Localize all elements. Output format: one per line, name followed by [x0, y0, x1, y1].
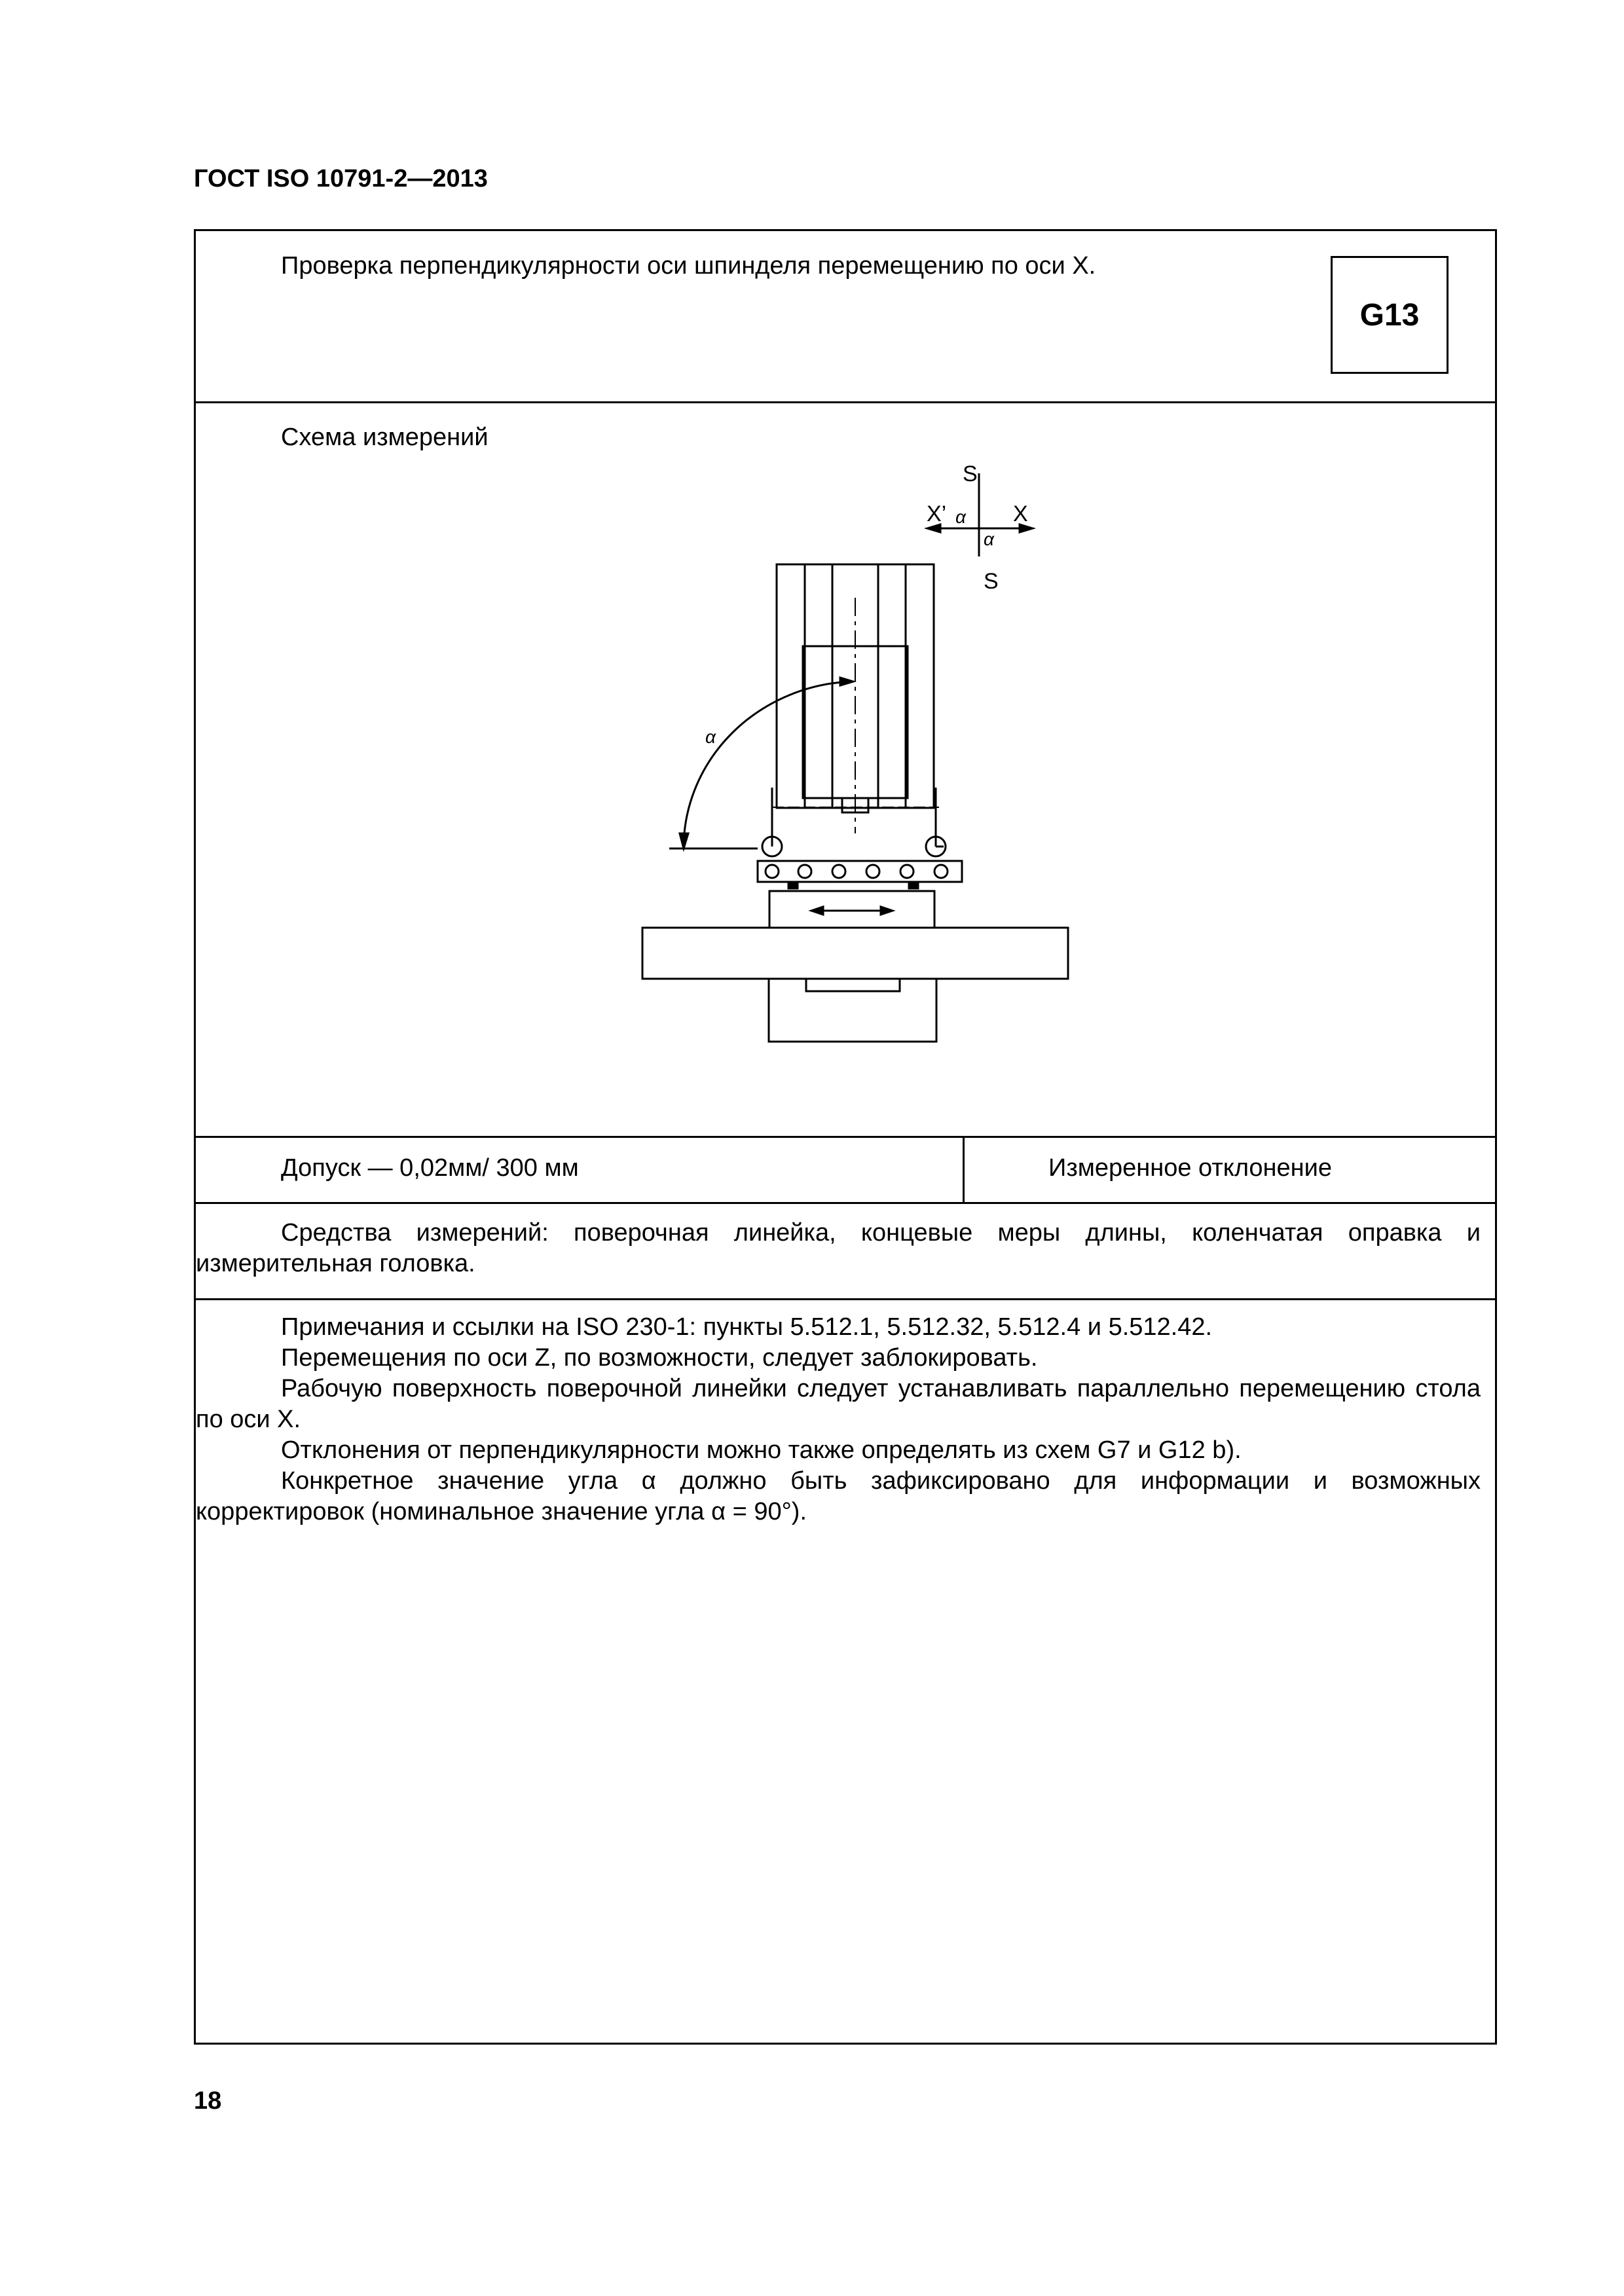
diagram-section-label: Схема измерений: [281, 424, 489, 451]
machine-base: [769, 979, 936, 1042]
row-divider: [196, 1136, 1495, 1138]
tolerance-label: Допуск — 0,02мм/ 300 мм: [281, 1154, 579, 1182]
note-item: Примечания и ссылки на ISO 230-1: пункты 5.512.1, 5.512.32, 5.512.4 и 5.512.42.: [281, 1313, 1213, 1341]
note-item: Отклонения от перпендикулярности можно также определять из схем G7 и G12 b).: [281, 1436, 1242, 1464]
test-title: Проверка перпендикулярности оси шпинделя перемещению по оси X.: [281, 252, 1096, 280]
measurement-diagram: [196, 428, 1495, 1082]
straightedge: [758, 861, 962, 882]
row-divider: [196, 401, 1495, 403]
test-code: G13: [1359, 297, 1420, 333]
row-divider: [196, 1202, 1495, 1204]
row-divider: [196, 1298, 1495, 1300]
note-item: Конкретное значение угла α должно быть зафиксировано для информации и возможных корректировок (номинальное значение угла α = 90°).: [196, 1467, 1481, 1525]
column-divider: [963, 1136, 965, 1202]
note-item: Рабочую поверхность поверочной линейки следует устанавливать параллельно перемещению стола по оси X.: [196, 1375, 1481, 1433]
alpha-angle-arc: [684, 682, 851, 844]
note-item: Перемещения по оси Z, по возможности, следует заблокировать.: [281, 1344, 1038, 1372]
label-alpha-right: α: [984, 529, 994, 549]
document-code: ГОСТ ISO 10791-2—2013: [194, 165, 488, 192]
gauge-block-left: [788, 882, 798, 888]
test-sheet-table: [194, 229, 1497, 2045]
test-code-box: [1331, 256, 1449, 374]
label-x: X: [1013, 501, 1028, 526]
machine-table: [642, 928, 1068, 979]
label-alpha-arc: α: [705, 727, 716, 747]
gauge-block-right: [909, 882, 918, 888]
page-number: 18: [194, 2087, 222, 2115]
instruments-text: Средства измерений: поверочная линейка, концевые меры длины, коленчатая оправка и измерительная головка.: [196, 1219, 1481, 1277]
measuring-instruments: [196, 1218, 1481, 1279]
label-x-prime: X’: [927, 501, 947, 526]
table-slide: [769, 891, 934, 928]
label-s-bottom: S: [984, 569, 999, 594]
label-s-top: S: [963, 462, 978, 486]
label-alpha-left: α: [955, 507, 966, 527]
notes-section: [196, 1312, 1481, 1527]
measured-deviation-label: Измеренное отклонение: [1048, 1154, 1333, 1182]
